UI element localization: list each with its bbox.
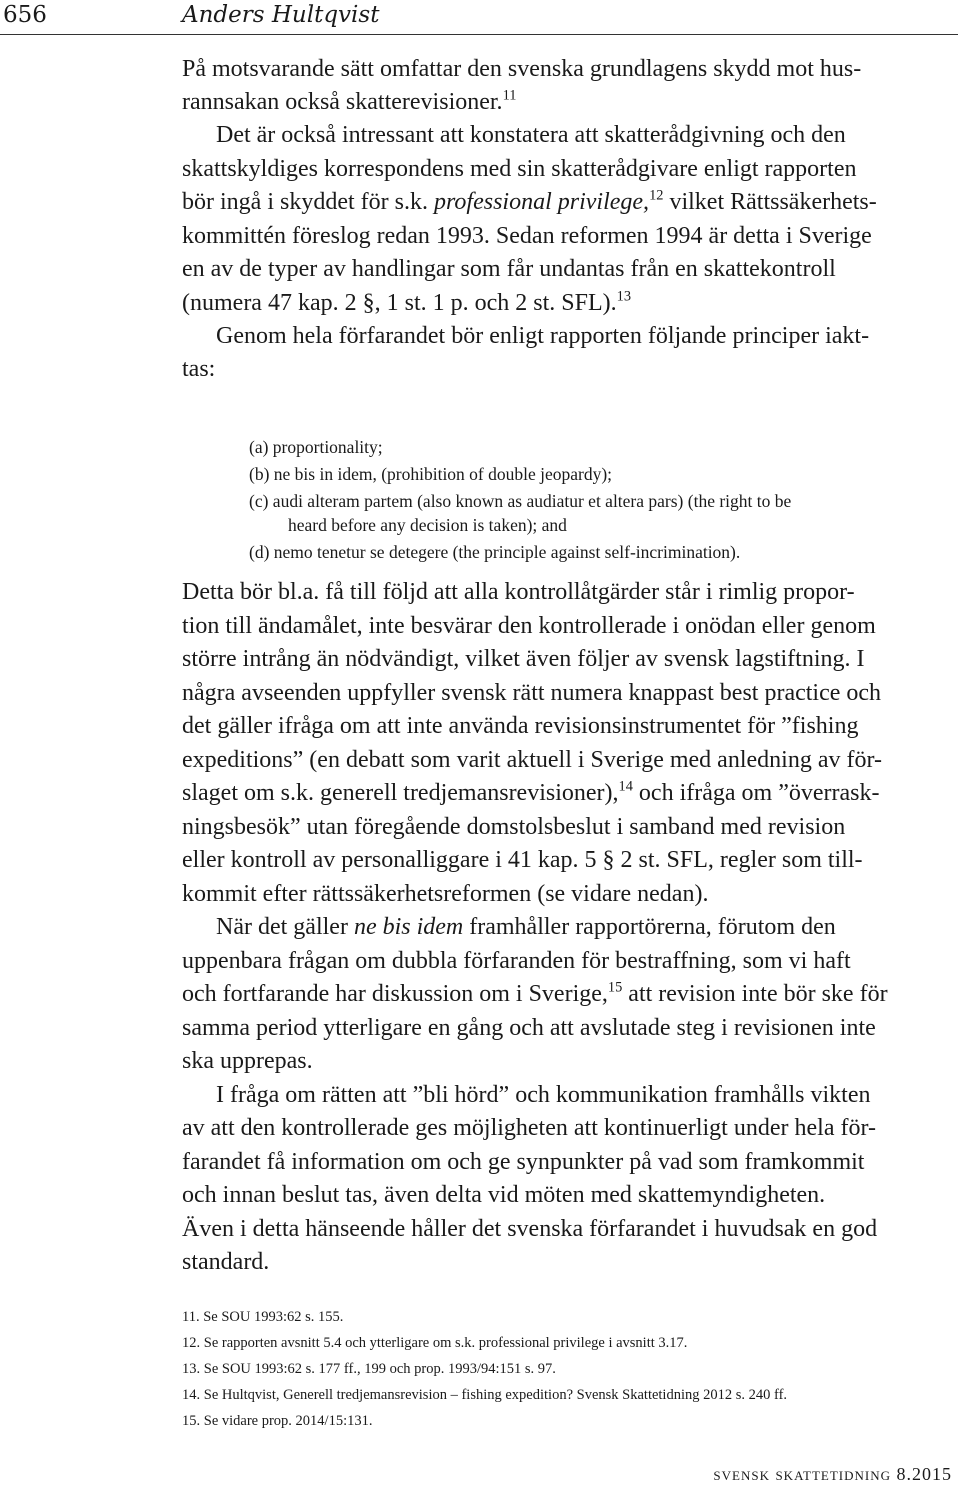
- body-line: På motsvarande sätt omfattar den svenska grundlagens skydd mot hus-: [182, 56, 862, 82]
- page-header: [0, 0, 958, 35]
- body-line: När det gäller ne bis idem framhåller rapportörerna, förutom den: [216, 914, 836, 940]
- footnote-ref: 13: [616, 288, 632, 305]
- body-line: och fortfarande har diskussion om i Sverige,$^{15}$ att revision inte bör ske för: [182, 979, 888, 1007]
- list-item: (d) nemo tenetur se detegere (the principle against self-incrimination).: [249, 542, 741, 562]
- footnote: 11. Se SOU 1993:62 s. 155.: [182, 1309, 344, 1325]
- footnote-ref: 14: [618, 778, 633, 795]
- emphasis-term: professional privilege,: [433, 189, 650, 215]
- body-line: Även i detta hänseende håller det svenska förfarandet i huvudsak en god: [182, 1216, 878, 1242]
- body-line: rannsakan också skatterevisioner.$^{11}$: [182, 87, 517, 115]
- journal-footer: svensk skattetidning 8.2015: [713, 1464, 952, 1484]
- body-line: kommit efter rättssäkerhetsreformen (se vidare nedan).: [182, 881, 709, 907]
- footnote: 12. Se rapporten avsnitt 5.4 och ytterligare om s.k. professional privilege i avsnitt 3.17.: [182, 1335, 688, 1351]
- body-line: slaget om s.k. generell tredjemansrevisioner),$^{14}$ och ifråga om ”överrask-: [182, 778, 880, 806]
- body-line: farandet få information om och ge synpunkter på vad som framkommit: [182, 1149, 865, 1175]
- footnote-ref: 15: [607, 979, 623, 996]
- body-line: samma period ytterligare en gång och att avslutade steg i revisionen inte: [182, 1015, 876, 1041]
- body-line: Det är också intressant att konstatera att skatterådgivning och den: [216, 122, 846, 148]
- footnote: 14. Se Hultqvist, Generell tredjemansrevision – fishing expedition? Svensk Skattetidning 2012 s. 240 ff.: [182, 1387, 788, 1403]
- body-line: Genom hela förfarandet bör enligt rapporten följande principer iakt-: [216, 323, 870, 349]
- footnote-ref: 11: [502, 87, 517, 104]
- body-line: och innan beslut tas, även delta vid möten med skattemyndigheten.: [182, 1182, 826, 1208]
- running-head-author: Anders Hultqvist: [182, 2, 380, 28]
- body-line: en av de typer av handlingar som får undantas från en skattekontroll: [182, 256, 836, 282]
- body-line: Detta bör bl.a. få till följd att alla kontrollåtgärder står i rimlig propor-: [182, 579, 855, 605]
- body-line: några avseenden uppfyller svensk rätt numera knappast best practice och: [182, 680, 882, 706]
- body-line: av att den kontrollerade ges möjligheten att kontinuerligt under hela för-: [182, 1115, 876, 1141]
- footnote: 13. Se SOU 1993:62 s. 177 ff., 199 och prop. 1993/94:151 s. 97.: [182, 1361, 556, 1377]
- body-line: uppenbara frågan om dubbla förfaranden för bestraffning, som vi haft: [182, 948, 851, 974]
- body-line: tion till ändamålet, inte besvärar den kontrollerade i onödan eller genom: [182, 613, 876, 639]
- emphasis-term: ne bis idem: [353, 914, 464, 940]
- list-item: (b) ne bis in idem, (prohibition of double jeopardy);: [249, 464, 613, 484]
- body-line: expeditions” (en debatt som varit aktuell i Sverige med anledning av för-: [182, 747, 882, 773]
- body-line: I fråga om rätten att ”bli hörd” och kommunikation framhålls vikten: [216, 1082, 871, 1108]
- page-number: 656: [3, 2, 47, 28]
- body-line: kommittén föreslog redan 1993. Sedan reformen 1994 är detta i Sverige: [182, 223, 872, 249]
- footnote-ref: 12: [649, 187, 664, 204]
- body-line: ska upprepas.: [182, 1048, 313, 1074]
- body-line: det gäller ifråga om att inte använda revisionsinstrumentet för ”fishing: [182, 713, 859, 739]
- body-line: (numera 47 kap. 2 §, 1 st. 1 p. och 2 st. SFL).$^{13}$: [182, 288, 632, 316]
- list-item: (c) audi alteram partem (also known as audiatur et altera pars) (the right to be: [249, 491, 792, 511]
- body-line: tas:: [182, 356, 216, 382]
- list-item-continuation: heard before any decision is taken); and: [288, 515, 567, 535]
- body-line: bör ingå i skyddet för s.k. professional privilege,$^{12}$ vilket Rättssäkerhets-: [182, 187, 877, 215]
- body-line: skattskyldiges korrespondens med sin skatterådgivare enligt rapporten: [182, 156, 857, 182]
- body-line: standard.: [182, 1249, 270, 1275]
- body-line: större intrång än nödvändigt, vilket även följer av svensk lagstiftning. I: [182, 646, 865, 672]
- footnote: 15. Se vidare prop. 2014/15:131.: [182, 1413, 373, 1429]
- body-line: ningsbesök” utan föregående domstolsbeslut i samband med revision: [182, 814, 846, 840]
- list-item: (a) proportionality;: [249, 437, 383, 457]
- body-line: eller kontroll av personalliggare i 41 kap. 5 § 2 st. SFL, regler som till-: [182, 847, 863, 873]
